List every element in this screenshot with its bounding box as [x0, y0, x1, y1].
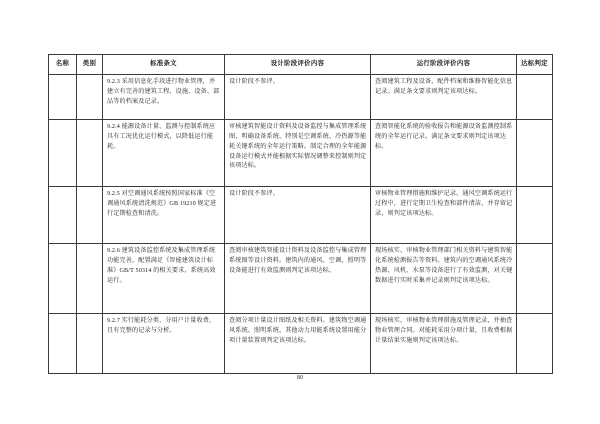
cell-verdict: [517, 75, 553, 120]
table-body: [49, 75, 553, 374]
column-header-clause: 标准条文: [103, 55, 225, 75]
cell-category: [77, 187, 103, 244]
cell-category: [77, 244, 103, 314]
table-row: [49, 244, 553, 314]
cell-name: [49, 187, 77, 244]
cell-operation-stage: 查阅建筑工程及设备、配件档案和维修智能化信息记录。满足条文要求则判定该项达标。: [371, 75, 517, 120]
cell-clause: 9.2.4 能源设备计量、监测与控制系统应具有工况优化运行模式，以降低运行能耗。: [103, 120, 225, 187]
cell-verdict: [517, 120, 553, 187]
cell-design-stage: 查阅审核建筑智能设计资料及设备监控与集成管理系统图等设计资料。建筑内的通风、空调、照明等设备能进行有效监测则判定该项达标。: [225, 244, 371, 314]
cell-design-stage: 设计阶段不参评。: [225, 75, 371, 120]
column-header-operation-stage: 运行阶段评价内容: [371, 55, 517, 75]
cell-name: [49, 244, 77, 314]
cell-verdict: [517, 187, 553, 244]
table-row: [49, 120, 553, 187]
column-header-name: 名称: [49, 55, 77, 75]
cell-clause: 9.2.6 建筑设备监控系统及集成管理系统功能完善，配置满足《智能建筑设计标准》GB/T 50314 的相关要求，系统高效运行。: [103, 244, 225, 314]
cell-operation-stage: 审核物业管理措施和维护记录。通风空调系统运行过程中，进行定期卫生检查和部件清洁，并存留记录，则判定该项达标。: [371, 187, 517, 244]
cell-design-stage: 查阅分项计量设计图纸及相关资料。建筑物空调通风系统、照明系统、其他动力用能系统设置用能分项计量装置则判定该项达标。: [225, 314, 371, 374]
table-row: [49, 75, 553, 120]
cell-clause: 9.2.5 对空调通风系统按照国家标准《空调通风系统清洗规范》GB 19210 规定进行定期检查和清洗。: [103, 187, 225, 244]
cell-name: [49, 120, 77, 187]
column-header-design-stage: 设计阶段评价内容: [225, 55, 371, 75]
cell-clause: 9.2.3 采用信息化手段进行物业管理，并建立有完善的建筑工程、设施、设备、部品等的档案及记录。: [103, 75, 225, 120]
cell-category: [77, 120, 103, 187]
page-number: 80: [296, 374, 304, 381]
cell-operation-stage: 现场核实、审核物业管理措施及管理记录，并抽查物业管理合同。对能耗采用分项计量，且收费根据计量结果实施则判定该项达标。: [371, 314, 517, 374]
cell-verdict: [517, 314, 553, 374]
table-header: [49, 55, 553, 75]
table-row: [49, 187, 553, 244]
cell-verdict: [517, 244, 553, 314]
cell-design-stage: 审核建筑智能设计资料及设备监控与集成管理系统图，明确设备系统、特别是空调系统、冷热源等能耗关键系统的全年运行策略。制定合理的全年能源设备运行模式并能根据实际情况调整来控制则判定该项达标。: [225, 120, 371, 187]
cell-category: [77, 75, 103, 120]
cell-operation-stage: 现场核实、审核物业管理部门相关资料与建筑智能化系统检测报告等资料。建筑内的空调通风系统冷热源、风机、水泵等设备进行了有效监测，对关键数据进行实时采集并记录则判定该项达标。: [371, 244, 517, 314]
table-header-row: [49, 55, 553, 75]
cell-clause: 9.2.7 实行能耗分类、分用户计量收费，且有完整的记录与分析。: [103, 314, 225, 374]
table-row: [49, 314, 553, 374]
cell-name: [49, 314, 77, 374]
column-header-verdict: 达标判定: [517, 55, 553, 75]
evaluation-table-container: [48, 54, 552, 374]
cell-category: [77, 314, 103, 374]
cell-operation-stage: 查阅智能化系统的验收报告和能源设备监测控制系统的全年运行记录。满足条文要求则判定该项达标。: [371, 120, 517, 187]
evaluation-table: [48, 54, 553, 374]
column-header-category: 类别: [77, 55, 103, 75]
cell-design-stage: 设计阶段不参评。: [225, 187, 371, 244]
cell-name: [49, 75, 77, 120]
